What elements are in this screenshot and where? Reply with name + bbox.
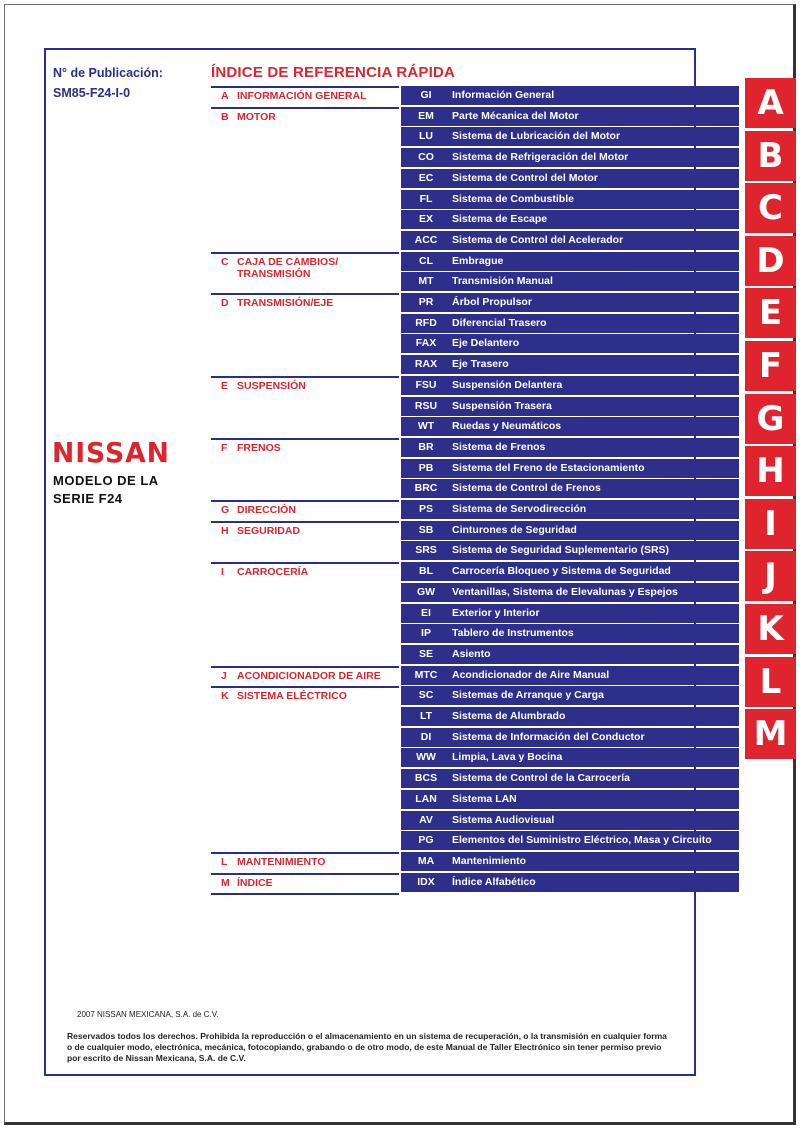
chapter-title: Sistemas de Arranque y Carga	[452, 689, 604, 702]
chapter-row[interactable]	[401, 748, 739, 767]
chapter-row[interactable]	[401, 334, 739, 353]
chapter-row[interactable]	[401, 86, 739, 105]
section-letter: K	[221, 690, 229, 703]
section-letter: F	[221, 441, 228, 454]
chapter-code: ACC	[414, 233, 438, 246]
chapter-code: AV	[419, 813, 433, 826]
section-tab[interactable]: F	[745, 341, 796, 391]
section-name: MANTENIMIENTO	[237, 855, 326, 868]
chapter-title: Sistema de Combustible	[452, 192, 574, 205]
model-line-1: MODELO DE LA	[53, 473, 159, 488]
chapter-title: Exterior y Interior	[452, 606, 540, 619]
section-label[interactable]	[211, 852, 399, 868]
section-label[interactable]	[211, 686, 399, 703]
chapter-code: FL	[419, 192, 433, 205]
chapter-row[interactable]	[401, 459, 739, 478]
chapter-title: Sistema de Seguridad Suplementario (SRS)	[452, 544, 670, 557]
section-tab[interactable]: K	[745, 604, 796, 654]
section-name: ACONDICIONADOR DE AIRE	[237, 669, 381, 682]
section-tab[interactable]: I	[745, 499, 796, 549]
chapter-code: MT	[418, 275, 434, 288]
chapter-row[interactable]	[401, 293, 739, 312]
chapter-title: Sistema de Refrigeración del Motor	[452, 151, 629, 164]
section-name: CAJA DE CAMBIOS/ TRANSMISIÓN	[237, 255, 339, 280]
section-tab[interactable]: C	[745, 183, 796, 233]
section-name: ÍNDICE	[237, 876, 273, 889]
chapter-row[interactable]	[401, 127, 739, 146]
chapter-title: Tablero de Instrumentos	[452, 627, 574, 640]
chapter-code: SE	[418, 647, 433, 660]
chapter-row[interactable]	[401, 148, 739, 167]
chapter-code: CO	[418, 151, 434, 164]
chapter-title: Mantenimiento	[452, 854, 527, 867]
chapter-row[interactable]	[401, 272, 739, 291]
chapter-row[interactable]	[401, 831, 739, 850]
section-name: TRANSMISIÓN/EJE	[237, 297, 334, 309]
chapter-row[interactable]	[401, 210, 739, 229]
chapter-code: EC	[418, 171, 434, 184]
section-name: INFORMACIÓN GENERAL	[237, 90, 367, 102]
chapter-code: MTC	[414, 668, 438, 681]
chapter-row[interactable]	[401, 252, 739, 271]
chapter-code: PR	[418, 296, 434, 308]
chapter-row[interactable]	[401, 583, 739, 602]
chapter-code: BRC	[414, 482, 438, 495]
chapter-code: BL	[419, 565, 433, 578]
chapter-row[interactable]	[401, 397, 739, 416]
chapter-row[interactable]	[401, 376, 739, 395]
section-label[interactable]	[211, 86, 399, 102]
chapter-row[interactable]	[401, 811, 739, 830]
publication-code: SM85-F24-I-0	[53, 86, 131, 100]
chapter-title: Sistema de Control del Motor	[452, 171, 598, 184]
chapter-code: RFD	[415, 316, 437, 329]
section-label[interactable]	[211, 107, 399, 123]
chapter-row[interactable]	[401, 686, 739, 705]
chapter-code: PS	[418, 503, 433, 515]
chapter-code: EI	[421, 606, 431, 619]
chapter-code: SB	[418, 523, 434, 536]
chapter-title: Sistema LAN	[452, 792, 517, 805]
chapter-title: Eje Delantero	[452, 337, 520, 350]
chapter-row[interactable]	[401, 852, 739, 871]
chapter-row[interactable]	[401, 231, 739, 250]
section-tab[interactable]: M	[745, 709, 796, 759]
chapter-row[interactable]	[401, 769, 739, 788]
chapter-code: SC	[418, 689, 434, 702]
chapter-title: Acondicionador de Aire Manual	[452, 668, 610, 681]
chapter-title: Ventanillas, Sistema de Elevalunas y Espejos	[452, 585, 678, 598]
chapter-title: Eje Trasero	[452, 358, 509, 371]
chapter-row[interactable]	[401, 355, 739, 374]
section-letter: B	[221, 110, 229, 123]
chapter-title: Sistema de Control de Frenos	[452, 482, 601, 495]
section-letter: A	[221, 90, 229, 102]
chapter-title: Limpia, Lava y Bocina	[452, 751, 563, 764]
chapter-title: Elementos del Suministro Eléctrico, Masa y Circuito	[452, 834, 712, 847]
rights-notice: Reservados todos los derechos. Prohibida la reproducción o el almacenamiento en un sistema de recuperación, o la transmisión en cualquier forma o de cualquier modo, electrónica, mecánica, fotocopiando, grabando o de otro modo, de este Manual de Taller Electrónico sin tener permiso previo por escrito de Nissan Mexicana, S.A. de C.V.	[67, 1031, 667, 1063]
model-line-2: SERIE F24	[53, 491, 123, 506]
chapter-code: EM	[418, 109, 434, 122]
section-letter: J	[221, 669, 227, 682]
section-tab[interactable]: E	[745, 288, 796, 338]
chapter-title: Cinturones de Seguridad	[452, 523, 577, 536]
chapter-code: DI	[420, 730, 432, 743]
chapter-code: SRS	[415, 544, 437, 557]
section-letter: M	[221, 876, 230, 889]
chapter-code: LU	[419, 130, 433, 143]
section-name: SISTEMA ELÉCTRICO	[237, 690, 347, 703]
chapter-row[interactable]	[401, 666, 739, 685]
chapter-title: Suspensión Trasera	[452, 399, 552, 412]
chapter-row[interactable]	[401, 790, 739, 809]
chapter-code: WW	[416, 751, 436, 764]
section-name: SUSPENSIÓN	[237, 379, 306, 392]
section-label[interactable]	[211, 562, 399, 579]
chapter-row[interactable]	[401, 438, 739, 457]
section-name: MOTOR	[237, 110, 276, 123]
chapter-code: GI	[420, 89, 432, 101]
section-tab[interactable]: L	[745, 657, 796, 707]
section-tab[interactable]: A	[745, 78, 796, 128]
chapter-code: PB	[418, 461, 434, 474]
model-series	[53, 472, 159, 508]
chapter-row[interactable]	[401, 521, 739, 540]
chapter-title: Transmisión Manual	[452, 275, 553, 288]
section-tab[interactable]: J	[745, 551, 796, 601]
chapter-row[interactable]	[401, 624, 739, 643]
chapter-title: Sistema de Control del Acelerador	[452, 233, 624, 246]
chapter-code: BCS	[414, 772, 438, 785]
chapter-row[interactable]	[401, 107, 739, 126]
section-label[interactable]	[211, 500, 399, 516]
chapter-title: Asiento	[452, 647, 491, 660]
chapter-code: IP	[421, 627, 431, 640]
chapter-code: MA	[417, 854, 435, 867]
chapter-code: FAX	[415, 337, 437, 350]
chapter-title: Índice Alfabético	[452, 875, 536, 888]
chapter-row[interactable]	[401, 645, 739, 664]
chapter-row[interactable]	[401, 169, 739, 188]
section-letter: C	[221, 255, 229, 268]
chapter-code: BR	[418, 440, 434, 453]
chapter-row[interactable]	[401, 417, 739, 436]
chapter-code: FSU	[415, 378, 437, 391]
chapter-title: Información General	[452, 89, 555, 101]
chapter-title: Sistema de Servodirección	[452, 503, 587, 515]
section-letter: G	[221, 504, 230, 516]
chapter-title: Árbol Propulsor	[452, 296, 532, 308]
chapter-code: LT	[419, 710, 433, 722]
chapter-code: CL	[419, 254, 433, 267]
section-label[interactable]	[211, 666, 399, 682]
chapter-row[interactable]	[401, 190, 739, 209]
section-tab[interactable]: G	[745, 394, 796, 444]
chapter-title: Sistema de Control de la Carrocería	[452, 772, 630, 785]
chapter-code: EX	[418, 213, 433, 226]
publication-label: N° de Publicación:	[53, 66, 163, 80]
section-label[interactable]	[211, 376, 399, 392]
section-label[interactable]	[211, 293, 399, 309]
section-name: CARROCERÍA	[237, 566, 309, 579]
chapter-row[interactable]	[401, 562, 739, 581]
section-label[interactable]	[211, 438, 399, 454]
chapter-title: Suspensión Delantera	[452, 378, 563, 391]
chapter-code: IDX	[417, 875, 435, 888]
chapter-code: RAX	[414, 358, 438, 371]
chapter-title: Sistema del Freno de Estacionamiento	[452, 461, 645, 474]
nissan-logo: NISSAN	[52, 436, 170, 469]
section-name: SEGURIDAD	[237, 524, 301, 537]
section-letter: L	[221, 855, 228, 868]
chapter-title: Carrocería Bloqueo y Sistema de Seguridad	[452, 565, 671, 578]
section-letter: I	[221, 566, 224, 579]
section-label[interactable]	[211, 873, 399, 889]
section-tab[interactable]: B	[745, 131, 796, 181]
section-tab[interactable]: D	[745, 236, 796, 286]
section-end-rule	[211, 893, 399, 895]
chapter-title: Ruedas y Neumáticos	[452, 420, 562, 433]
section-letter: H	[221, 524, 229, 537]
section-tab[interactable]: H	[745, 446, 796, 496]
chapter-row[interactable]	[401, 873, 739, 892]
chapter-title: Sistema de Frenos	[452, 440, 546, 453]
chapter-code: RSU	[414, 399, 438, 412]
chapter-code: PG	[418, 834, 434, 847]
chapter-title: Sistema de Alumbrado	[452, 710, 566, 722]
section-name: DIRECCIÓN	[237, 504, 296, 516]
copyright: 2007 NISSAN MEXICANA, S.A. de C.V.	[77, 1010, 219, 1019]
chapter-title: Sistema de Información del Conductor	[452, 730, 645, 743]
chapter-row[interactable]	[401, 314, 739, 333]
chapter-row[interactable]	[401, 500, 739, 519]
section-label[interactable]	[211, 521, 399, 537]
section-label[interactable]	[211, 252, 399, 280]
section-name: FRENOS	[237, 441, 281, 454]
section-letter: E	[221, 379, 229, 392]
chapter-code: WT	[417, 420, 435, 433]
chapter-title: Sistema de Lubricación del Motor	[452, 130, 621, 143]
index-title: ÍNDICE DE REFERENCIA RÁPIDA	[211, 64, 456, 81]
chapter-title: Sistema de Escape	[452, 213, 548, 226]
chapter-title: Diferencial Trasero	[452, 316, 547, 329]
chapter-row[interactable]	[401, 728, 739, 747]
chapter-row[interactable]	[401, 479, 739, 498]
section-letter: D	[221, 297, 229, 309]
chapter-title: Parte Mécanica del Motor	[452, 109, 579, 122]
chapter-title: Embrague	[452, 254, 504, 267]
chapter-row[interactable]	[401, 541, 739, 560]
chapter-row[interactable]	[401, 707, 739, 726]
chapter-code: GW	[416, 585, 436, 598]
chapter-title: Sistema Audiovisual	[452, 813, 555, 826]
chapter-code: LAN	[415, 792, 437, 805]
chapter-row[interactable]	[401, 604, 739, 623]
